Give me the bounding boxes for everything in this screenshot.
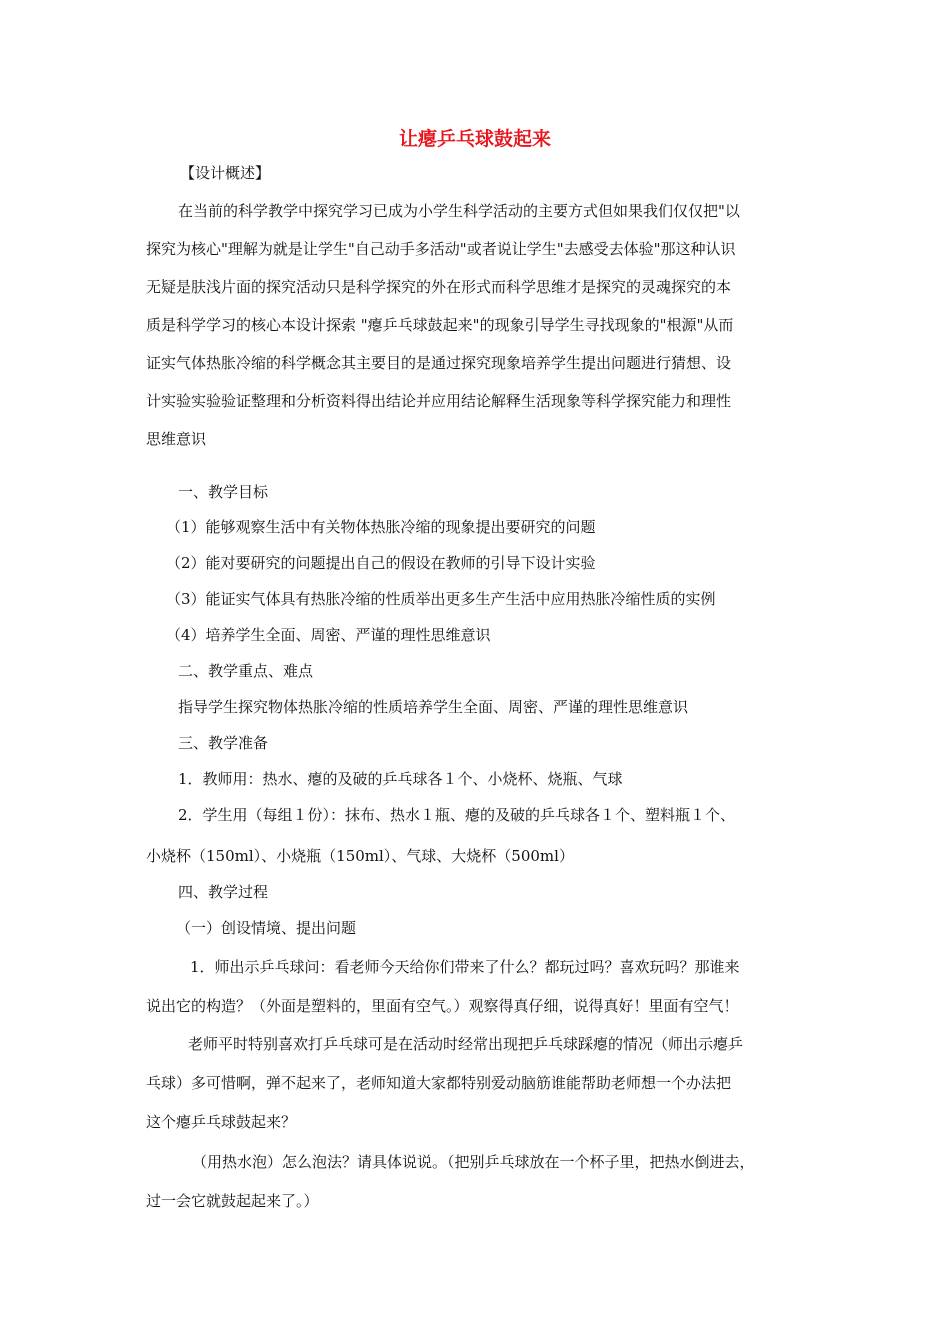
process-paragraph-2-line-1: 老师平时特别喜欢打乒乓球可是在活动时经常出现把乒乓球踩瘪的情况（师出示瘪乒 [188,1035,744,1053]
overview-line-1: 在当前的科学教学中探究学习已成为小学生科学活动的主要方式但如果我们仅仅把"以 [178,202,740,220]
process-paragraph-2-line-2: 乓球）多可惜啊，弹不起来了，老师知道大家都特别爱动脑筋谁能帮助老师想一个办法把 [146,1074,732,1092]
process-paragraph-1-line-1: 1．师出示乒乓球问：看老师今天给你们带来了什么？都玩过吗？喜欢玩吗？那谁来 [190,958,740,976]
subsection-heading-situation: （一）创设情境、提出问题 [176,919,357,937]
key-points-text: 指导学生探究物体热胀冷缩的性质培养学生全面、周密、严谨的理性思维意识 [178,698,689,716]
overview-line-4: 质是科学学习的核心本设计探索 "瘪乒乓球鼓起来"的现象引导学生寻找现象的"根源"从而 [146,316,734,334]
overview-line-2: 探究为核心"理解为就是让学生"自己动手多活动"或者说让学生"去感受去体验"那这种认识 [146,240,736,258]
goal-item-3: （3）能证实气体具有热胀冷缩的性质举出更多生产生活中应用热胀冷缩性质的实例 [166,590,716,608]
overview-line-7: 思维意识 [146,430,207,448]
section-heading-design-overview: 【设计概述】 [180,164,271,182]
overview-line-5: 证实气体热胀冷缩的科学概念其主要目的是通过探究现象培养学生提出问题进行猜想、设 [146,354,732,372]
document-title: 让瘪乒乓球鼓起来 [398,128,551,150]
preparation-student-line-1: 2．学生用（每组１份）：抹布、热水１瓶、瘪的及破的乒乓球各１个、塑料瓶１个、 [178,806,736,824]
goal-item-4: （4）培养学生全面、周密、严谨的理性思维意识 [166,626,491,644]
process-paragraph-3-line-1: （用热水泡）怎么泡法？请具体说说。（把别乒乓球放在一个杯子里，把热水倒进去， [192,1153,755,1171]
section-heading-key-points: 二、教学重点、难点 [178,662,314,680]
overview-line-6: 计实验实验验证整理和分析资料得出结论并应用结论解释生活现象等科学探究能力和理性 [146,392,732,410]
process-paragraph-2-line-3: 这个瘪乒乓球鼓起来？ [146,1113,297,1131]
goal-item-2: （2）能对要研究的问题提出自己的假设在教师的引导下设计实验 [166,554,596,572]
process-paragraph-1-line-2: 说出它的构造？（外面是塑料的，里面有空气。）观察得真仔细，说得真好！里面有空气！ [146,997,739,1015]
preparation-teacher: 1．教师用：热水、瘪的及破的乒乓球各１个、小烧杯、烧瓶、气球 [178,770,623,788]
section-heading-teaching-goals: 一、教学目标 [178,483,269,501]
process-paragraph-3-line-2: 过一会它就鼓起起来了。） [146,1192,319,1210]
section-heading-process: 四、教学过程 [178,883,269,901]
preparation-student-line-2: 小烧杯（150ml）、小烧瓶（150ml）、气球、大烧杯（500ml） [146,847,574,865]
goal-item-1: （1）能够观察生活中有关物体热胀冷缩的现象提出要研究的问题 [166,518,596,536]
overview-line-3: 无疑是肤浅片面的探究活动只是科学探究的外在形式而科学思维才是探究的灵魂探究的本 [146,278,732,296]
section-heading-preparation: 三、教学准备 [178,734,269,752]
